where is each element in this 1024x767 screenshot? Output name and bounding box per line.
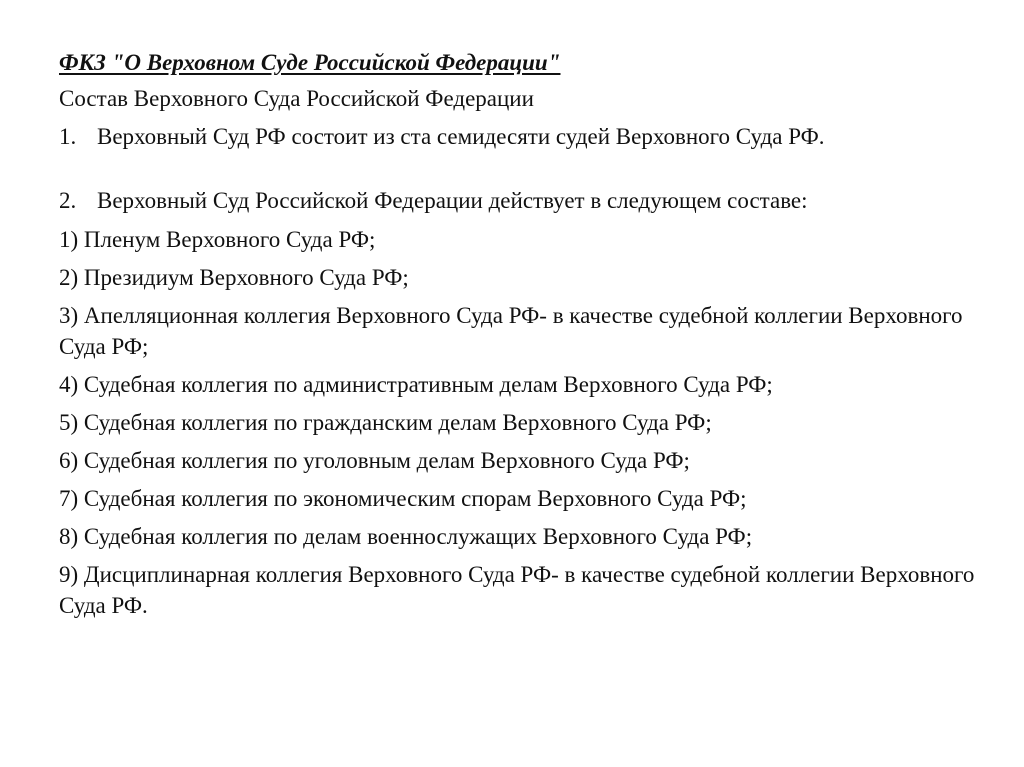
section-title: Состав Верховного Суда Российской Федерации: [59, 86, 534, 111]
point-text: Верховный Суд Российской Федерации действует в следующем составе:: [97, 188, 808, 213]
slide-content: [59, 46, 989, 624]
point-number: 1.: [59, 124, 77, 149]
list-item: 8) Судебная коллегия по делам военнослужащих Верховного Суда РФ;: [59, 524, 753, 549]
list-item: 7) Судебная коллегия по экономическим спорам Верховного Суда РФ;: [59, 486, 747, 511]
list-item: 4) Судебная коллегия по административным делам Верховного Суда РФ;: [59, 372, 773, 397]
point-text: Верховный Суд РФ состоит из ста семидесяти судей Верховного Суда РФ.: [97, 124, 825, 149]
list-item: 3) Апелляционная коллегия Верховного Суда РФ- в качестве судебной коллегии Верховного Суда РФ;: [59, 303, 963, 359]
list-item: 1) Пленум Верховного Суда РФ;: [59, 227, 376, 252]
document-heading: ФКЗ "О Верховном Суде Российской Федерации": [59, 50, 561, 75]
list-item: 9) Дисциплинарная коллегия Верховного Суда РФ- в качестве судебной коллегии Верховного Суда РФ.: [59, 562, 975, 618]
list-item: 5) Судебная коллегия по гражданским делам Верховного Суда РФ;: [59, 410, 712, 435]
list-item: 6) Судебная коллегия по уголовным делам Верховного Суда РФ;: [59, 448, 690, 473]
numbered-point: [59, 118, 989, 156]
point-number: 2.: [59, 188, 77, 213]
list-item: 2) Президиум Верховного Суда РФ;: [59, 265, 409, 290]
numbered-point: [59, 182, 989, 220]
